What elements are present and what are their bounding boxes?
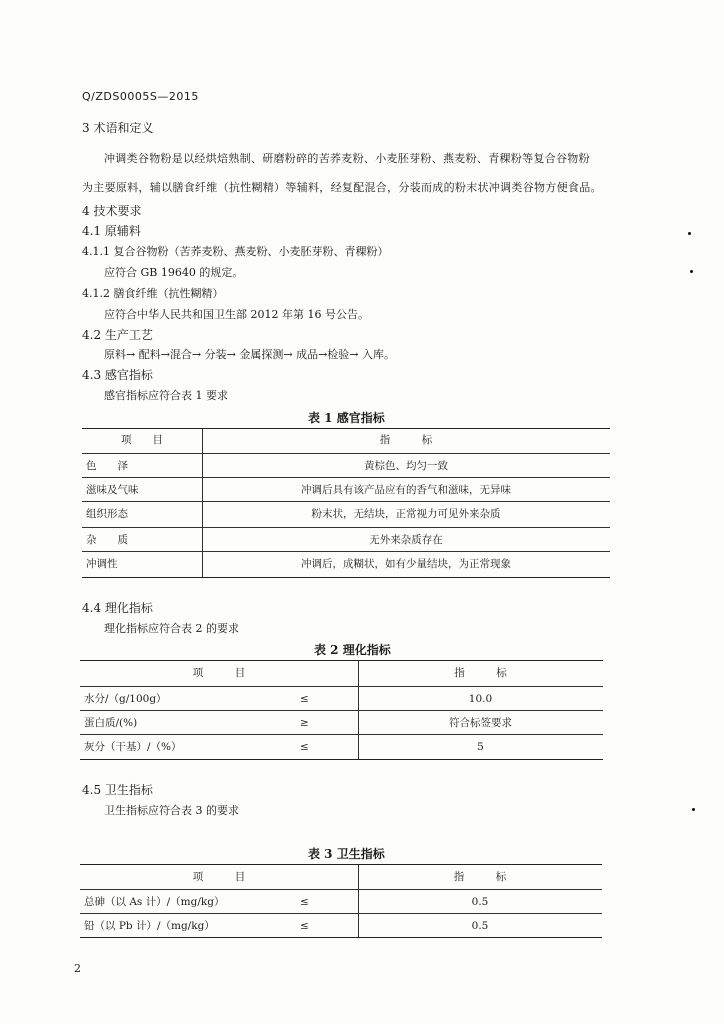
table-2-row-2-op: ≥ bbox=[300, 717, 309, 729]
table-2-row-1-op: ≤ bbox=[300, 693, 309, 705]
table-1-row-1-value: 黄棕色、均匀一致 bbox=[364, 460, 448, 472]
section-4-5-text: 卫生指标应符合表 3 的要求 bbox=[104, 804, 239, 817]
section-4-1-2-title: 4.1.2 膳食纤维（抗性糊精） bbox=[82, 287, 224, 300]
table-2 bbox=[80, 660, 603, 760]
table-1-row-4-value: 无外来杂质存在 bbox=[369, 534, 443, 546]
table-1-header-value: 指 标 bbox=[379, 434, 433, 446]
table-3-row-2-value: 0.5 bbox=[471, 920, 489, 932]
section-4-5-title: 4.5 卫生指标 bbox=[82, 783, 153, 797]
table-1-caption: 表 1 感官指标 bbox=[308, 411, 385, 425]
table-3-row-2-item: 铅（以 Pb 计）/（mg/kg） bbox=[84, 920, 215, 932]
table-1-row-4-item: 杂 质 bbox=[86, 534, 128, 546]
section-4-4-text: 理化指标应符合表 2 的要求 bbox=[104, 622, 239, 635]
table-1-row-5-item: 冲调性 bbox=[86, 558, 118, 570]
section-4-title: 4 技术要求 bbox=[82, 204, 142, 218]
table-2-header-item: 项 目 bbox=[192, 667, 246, 679]
table-1-row-2-value: 冲调后具有该产品应有的香气和滋味，无异味 bbox=[301, 484, 511, 496]
table-2-row-1-item: 水分/（g/100g） bbox=[84, 693, 167, 705]
section-3-title: 3 术语和定义 bbox=[82, 121, 154, 135]
section-4-1-1-text: 应符合 GB 19640 的规定。 bbox=[104, 266, 244, 279]
section-4-3-text: 感官指标应符合表 1 要求 bbox=[104, 389, 228, 402]
section-4-3-title: 4.3 感官指标 bbox=[82, 368, 153, 382]
table-1-header-item: 项 目 bbox=[121, 434, 163, 446]
table-2-row-3-item: 灰分（干基）/（%） bbox=[84, 741, 182, 753]
table-row bbox=[82, 453, 610, 478]
table-row bbox=[82, 527, 610, 552]
section-4-4-title: 4.4 理化指标 bbox=[82, 601, 153, 615]
table-row bbox=[82, 501, 610, 526]
table-3-header-value: 指 标 bbox=[453, 871, 507, 883]
table-2-row-2-item: 蛋白质/(%) bbox=[84, 717, 138, 729]
table-row bbox=[82, 477, 610, 502]
scan-speck bbox=[692, 808, 695, 811]
table-3-row-1-item: 总砷（以 As 计）/（mg/kg） bbox=[84, 896, 225, 908]
table-1-row-5-value: 冲调后，成糊状，如有少量结块，为正常现象 bbox=[301, 558, 511, 570]
table-row bbox=[80, 889, 602, 914]
page-number: 2 bbox=[74, 962, 81, 975]
doc-code: Q/ZDS0005S—2015 bbox=[82, 90, 199, 103]
section-3-para-line1: 冲调类谷物粉是以经烘焙熟制、研磨粉碎的苦荞麦粉、小麦胚芽粉、燕麦粉、青稞粉等复合谷物粉 bbox=[104, 152, 590, 165]
table-2-caption: 表 2 理化指标 bbox=[314, 643, 391, 657]
table-1-row-3-value: 粉末状，无结块，正常视力可见外来杂质 bbox=[311, 508, 501, 520]
table-row bbox=[82, 551, 610, 576]
table-2-row-1-value: 10.0 bbox=[468, 693, 493, 705]
section-4-1-1-title: 4.1.1 复合谷物粉（苦荞麦粉、燕麦粉、小麦胚芽粉、青稞粉） bbox=[82, 245, 389, 258]
table-2-row-3-op: ≤ bbox=[300, 741, 309, 753]
table-2-header-value: 指 标 bbox=[454, 667, 507, 679]
table-row bbox=[80, 710, 603, 735]
section-4-1-title: 4.1 原辅料 bbox=[82, 224, 141, 238]
scan-speck bbox=[688, 232, 691, 235]
table-3 bbox=[80, 864, 602, 938]
table-2-row-3-value: 5 bbox=[477, 741, 484, 753]
table-3-row-1-value: 0.5 bbox=[471, 896, 489, 908]
table-row bbox=[80, 913, 602, 938]
table-3-row-2-op: ≤ bbox=[300, 920, 309, 932]
section-4-2-text: 原料→ 配料→混合→ 分装→ 金属探测→ 成品→检验→ 入库。 bbox=[104, 348, 395, 361]
table-row bbox=[80, 686, 603, 711]
section-4-2-title: 4.2 生产工艺 bbox=[82, 328, 153, 342]
section-3-para-line2: 为主要原料，辅以膳食纤维（抗性糊精）等辅料，经复配混合，分装而成的粉末状冲调类谷物方便食品。 bbox=[82, 181, 602, 194]
table-1-row-1-item: 色 泽 bbox=[86, 460, 128, 472]
table-3-row-1-op: ≤ bbox=[300, 896, 309, 908]
table-1 bbox=[82, 428, 610, 578]
table-3-header-item: 项 目 bbox=[192, 871, 246, 883]
table-1-row-3-item: 组织形态 bbox=[86, 508, 128, 520]
scan-speck bbox=[690, 270, 693, 273]
table-2-row-2-value: 符合标签要求 bbox=[449, 717, 512, 729]
table-row bbox=[80, 734, 603, 759]
table-3-caption: 表 3 卫生指标 bbox=[308, 847, 385, 861]
table-1-row-2-item: 滋味及气味 bbox=[86, 484, 139, 496]
section-4-1-2-text: 应符合中华人民共和国卫生部 2012 年第 16 号公告。 bbox=[104, 308, 369, 321]
